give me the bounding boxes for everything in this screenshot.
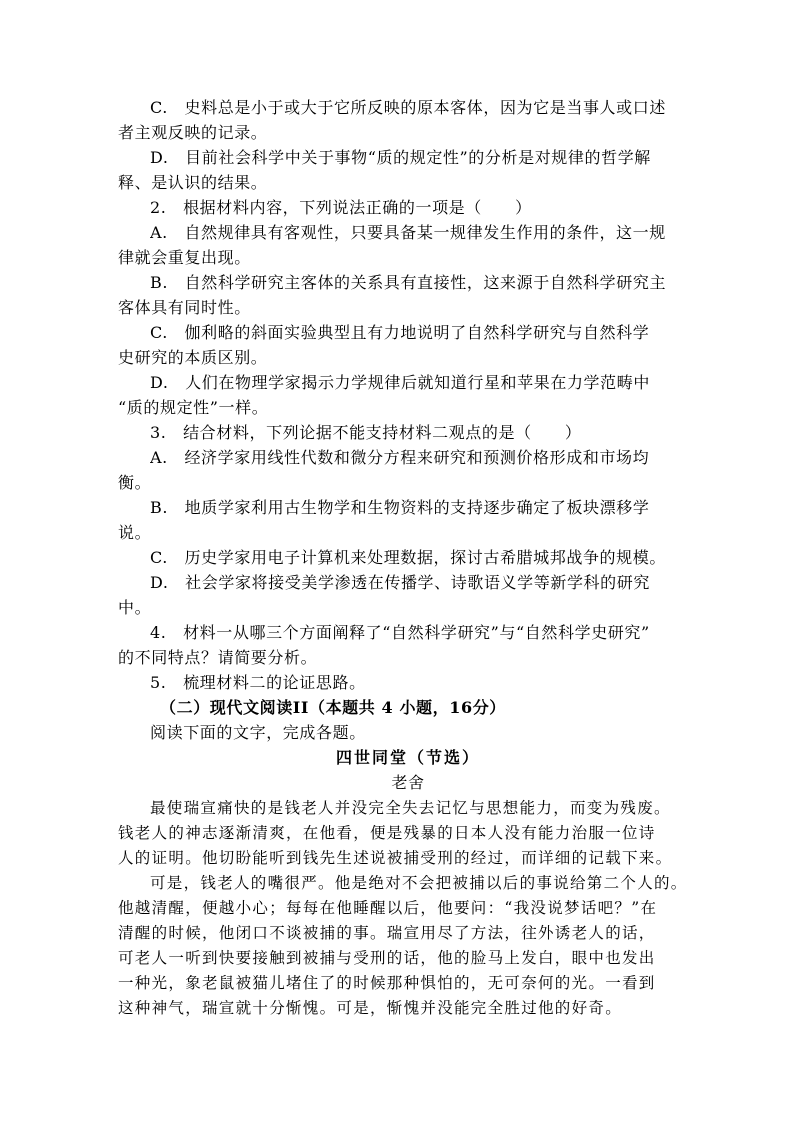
- question-4-line-2: 的不同特点？请简要分析。: [118, 648, 318, 667]
- option-c-line-2: 者主观反映的记录。: [118, 123, 268, 142]
- question-4-line-1: 4. 材料一从哪三个方面阐释了“自然科学研究”与“自然科学史研究”: [150, 623, 650, 642]
- passage-line-4: 可是，钱老人的嘴很严。他是绝对不会把被捕以后的事说给第二个人的。: [150, 874, 688, 892]
- q2-option-d-line-2: “质的规定性”一样。: [118, 398, 269, 417]
- q3-option-d-line-2: 中。: [118, 598, 152, 617]
- passage-line-8: 一种光，象老鼠被猫儿堵住了的时候那种惧怕的，无可奈何的光。一看到: [118, 974, 656, 992]
- q2-option-c-line-1: C. 伽利略的斜面实验典型且有力地说明了自然科学研究与自然科学: [150, 323, 650, 342]
- passage-line-6: 清醒的时候，他闭口不谈被捕的事。瑞宣用尽了方法，往外诱老人的话，: [118, 924, 656, 942]
- q2-option-c-line-2: 史研究的本质区别。: [118, 348, 268, 367]
- passage-line-5: 他越清醒，便越小心；每每在他睡醒以后，他要问：“我没说梦话吧？”在: [118, 899, 658, 917]
- q3-option-a-line-1: A. 经济学家用线性代数和微分方程来研究和预测价格形成和市场均: [150, 448, 650, 467]
- option-c-line-1: C. 史料总是小于或大于它所反映的原本客体，因为它是当事人或口述: [150, 98, 666, 117]
- q2-option-a-line-1: A. 自然规律具有客观性，只要具备某一规律发生作用的条件，这一规: [150, 223, 666, 242]
- passage-line-3: 人的证明。他切盼能听到钱先生述说被捕受刑的经过，而详细的记载下来。: [118, 849, 673, 867]
- section-heading: （二）现代文阅读II（本题共 4 小题，16分）: [160, 698, 506, 717]
- q3-option-c: C. 历史学家用电子计算机来处理数据，探讨古希腊城邦战争的规模。: [150, 548, 666, 567]
- passage-line-9: 这种神气，瑞宣就十分惭愧。可是，惭愧并没能完全胜过他的好奇。: [118, 999, 623, 1017]
- q2-option-a-line-2: 律就会重复出现。: [118, 248, 251, 267]
- passage-line-7: 可老人一听到快要接触到被捕与受刑的话，他的脸马上发白，眼中也发出: [118, 949, 656, 967]
- option-d-line-2: 释、是认识的结果。: [118, 173, 268, 192]
- q3-option-b-line-1: B. 地质学家利用古生物学和生物资料的支持逐步确定了板块漂移学: [150, 498, 650, 517]
- passage-line-2: 钱老人的神志逐渐清爽，在他看，便是残暴的日本人没有能力治服一位诗: [118, 824, 656, 842]
- passage-title: 四世同堂（节选）: [335, 748, 480, 767]
- q3-option-b-line-2: 说。: [118, 523, 152, 542]
- q2-option-d-line-1: D. 人们在物理学家揭示力学规律后就知道行星和苹果在力学范畴中: [150, 373, 650, 392]
- q2-option-b-line-1: B. 自然科学研究主客体的关系具有直接性，这来源于自然科学研究主: [150, 273, 667, 292]
- question-2: 2. 根据材料内容，下列说法正确的一项是（ ）: [150, 198, 532, 217]
- question-5: 5. 梳理材料二的论证思路。: [150, 673, 366, 692]
- q3-option-d-line-1: D. 社会学家将接受美学渗透在传播学、诗歌语义学等新学科的研究: [150, 573, 650, 592]
- question-3: 3. 结合材料，下列论据不能支持材料二观点的是（ ）: [150, 423, 582, 442]
- passage-line-1: 最使瑞宣痛快的是钱老人并没完全失去记忆与思想能力，而变为残废。: [150, 799, 671, 817]
- passage-author: 老舍: [391, 773, 425, 792]
- q3-option-a-line-2: 衡。: [118, 473, 152, 492]
- reading-instruction: 阅读下面的文字，完成各题。: [150, 723, 366, 742]
- option-d-line-1: D. 目前社会科学中关于事物“质的规定性”的分析是对规律的哲学解: [150, 148, 651, 167]
- q2-option-b-line-2: 客体具有同时性。: [118, 298, 251, 317]
